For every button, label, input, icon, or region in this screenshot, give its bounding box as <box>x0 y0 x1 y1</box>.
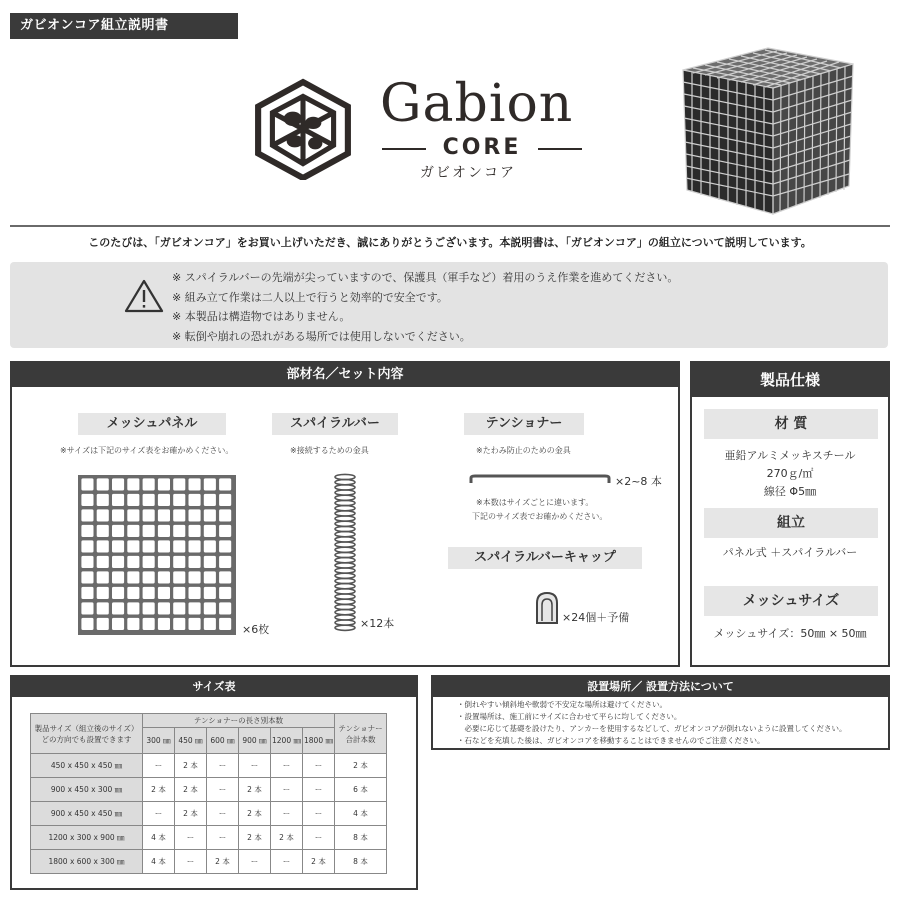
size-row-total: 6 本 <box>335 778 387 802</box>
header-divider <box>10 225 890 227</box>
size-cell: 2 本 <box>143 778 175 802</box>
size-cell: ー <box>175 850 207 874</box>
parts-panel <box>10 361 680 667</box>
size-cell: 2 本 <box>239 778 271 802</box>
brand-rule-right <box>538 148 582 150</box>
manual-title-tag: ガビオンコア組立説明書 <box>10 13 238 39</box>
warning-item: ※ 組み立て作業は二人以上で行うと効率的で安全です。 <box>172 290 448 304</box>
size-cell: 2 本 <box>303 850 335 874</box>
size-table <box>30 713 387 874</box>
mesh-panel-qty: ×6枚 <box>242 623 270 636</box>
size-cell: ー <box>303 778 335 802</box>
size-cell: 2 本 <box>239 826 271 850</box>
table-row <box>31 802 387 826</box>
brand-rule-left <box>382 148 426 150</box>
size-row-label: 1200 x 300 x 900 ㎜ <box>31 826 143 850</box>
size-cell: ー <box>239 850 271 874</box>
size-cell: ー <box>303 802 335 826</box>
spec-panel <box>690 361 890 667</box>
size-cell: ー <box>271 850 303 874</box>
size-row-label: 450 x 450 x 450 ㎜ <box>31 754 143 778</box>
size-cell: 2 本 <box>239 802 271 826</box>
size-column-header: 450 ㎜ <box>175 728 207 754</box>
material-line-2: 270ｇ/㎡ <box>766 467 814 480</box>
material-line-1: 亜鉛アルミメッキスチール <box>724 449 856 462</box>
assembly-text: パネル式 ＋スパイラルバー <box>722 546 858 559</box>
mesh-panel-note: ※サイズは下記のサイズ表をお確かめください。 <box>60 446 234 455</box>
size-row-label: 1800 x 600 x 300 ㎜ <box>31 850 143 874</box>
size-cell: 2 本 <box>271 826 303 850</box>
gabion-logo-icon <box>252 78 354 180</box>
table-row <box>31 826 387 850</box>
tensioner-label: テンショナー <box>464 413 584 435</box>
spec-panel-title: 製品仕様 <box>692 363 888 397</box>
intro-text: このたびは、「ガビオンコア」をお買い上げいただき、誠にありがとうございます。本説明書は、「ガビオンコア」の組立について説明しています。 <box>88 236 812 249</box>
warning-item: ※ スパイラルバーの先端が尖っていますので、保護具（軍手など）着用のうえ作業を進めてください。 <box>172 271 679 284</box>
size-cell: ー <box>143 802 175 826</box>
size-head-total-1: テンショナー <box>338 723 383 733</box>
size-head-left-2: どの方向でも設置できます <box>41 734 132 744</box>
size-head-left-1: 製品サイズ（組立後のサイズ） <box>34 723 139 733</box>
size-cell: 2 本 <box>175 802 207 826</box>
size-cell: 4 本 <box>143 850 175 874</box>
brand-name: Gabion <box>380 74 574 134</box>
size-cell: ー <box>175 826 207 850</box>
spiral-bar-note: ※接続するための金具 <box>290 446 369 455</box>
brand-sub: CORE <box>442 135 522 160</box>
size-row-label: 900 x 450 x 300 ㎜ <box>31 778 143 802</box>
size-cell: 2 本 <box>175 754 207 778</box>
size-cell: ー <box>207 778 239 802</box>
size-column-header: 600 ㎜ <box>207 728 239 754</box>
size-cell: ー <box>303 826 335 850</box>
size-cell: ー <box>303 754 335 778</box>
size-cell: ー <box>207 826 239 850</box>
size-row-label: 900 x 450 x 450 ㎜ <box>31 802 143 826</box>
size-row-total: 8 本 <box>335 850 387 874</box>
mesh-size-title: メッシュサイズ <box>704 586 878 616</box>
size-table-body <box>31 754 387 874</box>
material-title: 材 質 <box>704 409 878 439</box>
install-panel-title: 設置場所／ 設置方法について <box>433 677 888 697</box>
warning-icon <box>124 278 164 314</box>
size-cell: ー <box>207 802 239 826</box>
cap-qty: ×24個＋予備 <box>562 611 630 624</box>
install-panel <box>431 675 890 750</box>
tensioner-icon <box>467 469 613 489</box>
cap-label: スパイラルバーキャップ <box>448 547 642 569</box>
size-cell: ー <box>271 754 303 778</box>
mesh-panel-icon <box>78 475 236 635</box>
size-column-header: 1800 ㎜ <box>303 728 335 754</box>
mesh-size-text: メッシュサイズ：50㎜ × 50㎜ <box>713 627 867 640</box>
install-note: ・倒れやすい傾斜地や軟弱で不安定な場所は避けてください。 <box>457 700 667 709</box>
size-head-group: テンショナーの長さ別本数 <box>143 714 335 728</box>
warning-list <box>172 268 678 346</box>
size-row-total: 8 本 <box>335 826 387 850</box>
gabion-cube-image <box>673 40 858 218</box>
install-note: ・設置場所は、施工前にサイズに合わせて平らに均してください。 <box>457 712 682 721</box>
parts-panel-title: 部材名／セット内容 <box>12 363 678 387</box>
size-cell: ー <box>239 754 271 778</box>
size-head-total-2: 合計本数 <box>345 734 376 744</box>
size-table-panel <box>10 675 418 890</box>
size-cell: ー <box>143 754 175 778</box>
size-cell: 2 本 <box>175 778 207 802</box>
table-row <box>31 778 387 802</box>
size-row-total: 4 本 <box>335 802 387 826</box>
spiral-cap-icon <box>534 591 560 625</box>
size-table-title: サイズ表 <box>12 677 416 697</box>
size-column-header: 1200 ㎜ <box>271 728 303 754</box>
brand-kana: ガビオンコア <box>420 165 516 181</box>
size-head-total <box>335 714 387 754</box>
spiral-bar-qty: ×12本 <box>360 617 395 630</box>
size-cell: ー <box>271 778 303 802</box>
install-note: 必要に応じて基礎を設けたり、アンカーを使用するなどして、ガビオンコアが倒れないように設置してください。 <box>457 724 847 733</box>
tensioner-note-2b: 下記のサイズ表でお確かめください。 <box>472 512 608 521</box>
size-cell: 4 本 <box>143 826 175 850</box>
tensioner-note-2a: ※本数はサイズごとに違います。 <box>476 498 594 507</box>
tensioner-qty: ×2~8 本 <box>615 475 662 488</box>
install-note: ・石などを充填した後は、ガビオンコアを移動することはできませんのでご注意ください。 <box>457 736 765 745</box>
assembly-title: 組立 <box>704 508 878 538</box>
size-head-left <box>31 714 143 754</box>
table-row <box>31 754 387 778</box>
warning-item: ※ 本製品は構造物ではありません。 <box>172 310 351 323</box>
mesh-panel-label: メッシュパネル <box>78 413 226 435</box>
size-column-header: 300 ㎜ <box>143 728 175 754</box>
size-row-total: 2 本 <box>335 754 387 778</box>
table-row <box>31 850 387 874</box>
material-line-3: 線径 Φ5㎜ <box>763 485 817 498</box>
size-column-header: 900 ㎜ <box>239 728 271 754</box>
spiral-bar-label: スパイラルバー <box>272 413 398 435</box>
size-cell: ー <box>207 754 239 778</box>
size-cell: 2 本 <box>207 850 239 874</box>
brand-core-row <box>382 134 582 162</box>
spiral-bar-icon <box>330 473 360 633</box>
tensioner-note: ※たわみ防止のための金具 <box>476 446 571 455</box>
warning-item: ※ 転倒や崩れの恐れがある場所では使用しないでください。 <box>172 329 471 343</box>
size-cell: ー <box>271 802 303 826</box>
install-notes <box>457 699 847 747</box>
